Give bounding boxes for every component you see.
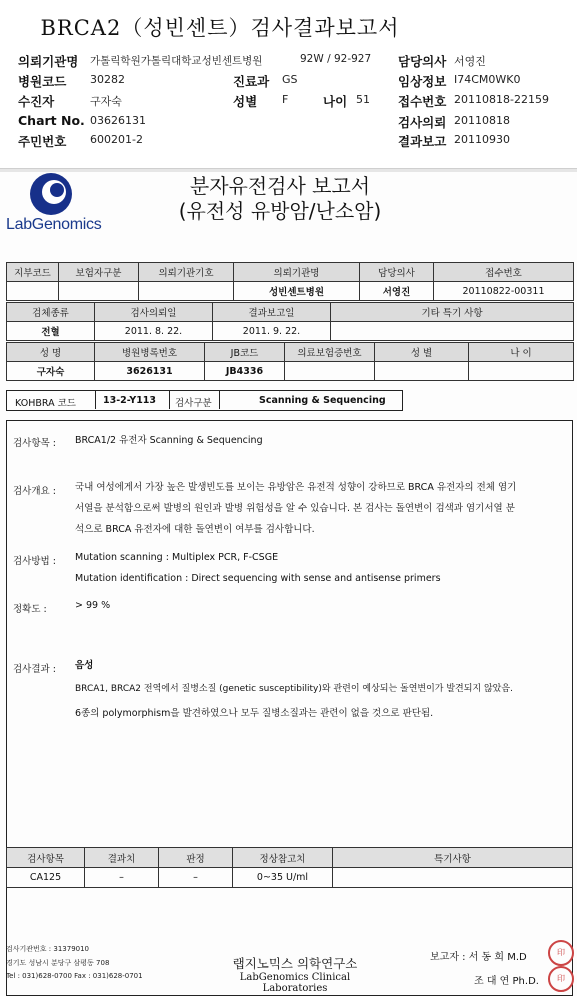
institution-label: 의뢰기관명 xyxy=(18,54,79,69)
grid-header: 의료보험증번호 xyxy=(285,343,375,362)
clinical-label: 임상정보 xyxy=(398,74,447,89)
age-label: 나이 xyxy=(323,94,348,109)
header-row-4 xyxy=(18,113,568,131)
results-header: 검사항목 xyxy=(7,848,85,868)
grid-cell: 서영진 xyxy=(360,282,434,301)
marker-results-table xyxy=(6,847,573,888)
kohbra-code: 13-2-Y113 xyxy=(103,395,157,406)
specimen-table xyxy=(6,302,574,341)
kohbra-category: Scanning & Sequencing xyxy=(259,395,386,406)
grid-header: 담당의사 xyxy=(360,263,434,282)
receipt-value: 20110818-22159 xyxy=(454,93,549,106)
grid-cell: 20110822-00311 xyxy=(434,282,574,301)
doctor-label: 담당의사 xyxy=(398,54,447,69)
header-row-3 xyxy=(18,92,568,110)
accuracy-label: 정확도 : xyxy=(13,604,47,615)
table-row xyxy=(7,868,573,888)
overview-line: 석으로 BRCA 유전자에 대한 돌연변이 여부를 검사합니다. xyxy=(75,524,315,535)
overview-line: 서열을 분석함으로써 발병의 원인과 발병 위험성을 알 수 있습니다. 본 검사는 돌연변이 검색과 염기서열 분 xyxy=(75,503,515,514)
sex-value: F xyxy=(282,93,289,106)
kohbra-divider xyxy=(219,391,220,409)
grid-cell xyxy=(469,362,574,381)
header-row-5 xyxy=(18,132,568,150)
hospital-code-value: 30282 xyxy=(90,73,125,86)
receipt-label: 접수번호 xyxy=(398,94,447,109)
result-line: 6종의 polymorphism을 발견하였으나 모두 질병소질과는 관련이 없을 것으로 판단됨. xyxy=(75,708,434,719)
id-label: 주민번호 xyxy=(18,134,67,149)
results-header: 정상참고치 xyxy=(233,848,333,868)
method-label: 검사방법 : xyxy=(13,556,56,567)
results-cell: – xyxy=(85,868,159,888)
result-text xyxy=(75,655,565,724)
grid-header: 결과보고일 xyxy=(213,303,331,322)
grid-header: 기타 특기 사항 xyxy=(331,303,574,322)
grid-cell: JB4336 xyxy=(205,362,285,381)
results-cell xyxy=(333,868,573,888)
logo-text: LabGenomics xyxy=(6,216,102,233)
results-header: 결과치 xyxy=(85,848,159,868)
dept-value: GS xyxy=(282,73,298,86)
page-title: BRCA2（성빈센트）검사결과보고서 xyxy=(40,16,400,40)
grid-header: 성 명 xyxy=(7,343,95,362)
grid-header: 접수번호 xyxy=(434,263,574,282)
report-label: 결과보고 xyxy=(398,134,447,149)
overview-line: 국내 여성에게서 가장 높은 발생빈도를 보이는 유방암은 유전적 성향이 강하므로 BRCA 유전자의 전체 염기 xyxy=(75,482,517,493)
approver-signature: 조 대 연 Ph.D. xyxy=(474,976,539,987)
grid-cell xyxy=(139,282,234,301)
accuracy-value: > 99 % xyxy=(75,600,111,611)
clinical-value: I74CM0WK0 xyxy=(454,73,521,86)
age-value: 51 xyxy=(356,93,370,106)
grid-header: 병원병록번호 xyxy=(95,343,205,362)
grid-header: 나 이 xyxy=(469,343,574,362)
results-header: 판정 xyxy=(159,848,233,868)
method-line: Mutation identification : Direct sequencing with sense and antisense primers xyxy=(75,573,441,584)
report-title xyxy=(130,174,430,224)
overview-text xyxy=(75,477,565,540)
lab-name-english: LabGenomics Clinical Laboratories xyxy=(239,972,351,994)
sex-label: 성별 xyxy=(233,94,258,109)
kohbra-label: KOHBRA 코드 xyxy=(15,398,76,409)
grid-cell: 2011. 9. 22. xyxy=(213,322,331,341)
report-title-line-1: 분자유전검사 보고서 xyxy=(189,174,371,198)
results-cell: CA125 xyxy=(7,868,85,888)
kohbra-box xyxy=(6,390,403,411)
report-value: 20110930 xyxy=(454,133,510,146)
grid-header: JB코드 xyxy=(205,343,285,362)
address: 경기도 성남시 분당구 삼평동 708 xyxy=(6,959,110,967)
chart-value: 03626131 xyxy=(90,114,146,127)
grid-header: 지부코드 xyxy=(7,263,59,282)
request-value: 20110818 xyxy=(454,114,510,127)
grid-cell: 성빈센트병원 xyxy=(234,282,360,301)
grid-cell xyxy=(7,282,59,301)
method-line: Mutation scanning : Multiplex PCR, F-CSGE xyxy=(75,552,279,563)
grid-header: 의뢰기관명 xyxy=(234,263,360,282)
license-number: 검사기관번호 : 31379010 xyxy=(6,945,90,953)
grid-cell xyxy=(375,362,469,381)
grid-cell xyxy=(285,362,375,381)
phone-fax: Tel : 031)628-0700 Fax : 031)628-0701 xyxy=(6,972,143,980)
patient-label: 수진자 xyxy=(18,94,55,109)
kohbra-divider xyxy=(169,391,170,409)
grid-cell xyxy=(331,322,574,341)
grid-header: 보험자구분 xyxy=(59,263,139,282)
results-header: 특기사항 xyxy=(333,848,573,868)
header-row-2 xyxy=(18,72,568,90)
grid-cell: 2011. 8. 22. xyxy=(95,322,213,341)
kohbra-divider xyxy=(95,391,96,409)
lab-name-korean: 랩지노믹스 의학연구소 xyxy=(232,956,358,971)
header-row-1 xyxy=(18,52,568,70)
grid-cell: 3626131 xyxy=(95,362,205,381)
report-page xyxy=(0,172,577,996)
doctor-value: 서영진 xyxy=(454,55,486,68)
grid-cell: 구자숙 xyxy=(7,362,95,381)
seal-stamp-icon: 印 xyxy=(548,940,574,966)
grid-header: 검사의뢰일 xyxy=(95,303,213,322)
grid-cell xyxy=(59,282,139,301)
reporter-signature: 보고자 : 서 동 희 M.D xyxy=(430,952,527,963)
hospital-code-label: 병원코드 xyxy=(18,74,67,89)
seal-stamp-icon: 印 xyxy=(548,966,574,992)
findings-box xyxy=(6,420,573,996)
request-label: 검사의뢰 xyxy=(398,115,447,130)
grid-header: 성 별 xyxy=(375,343,469,362)
grid-header: 의뢰기관기호 xyxy=(139,263,234,282)
grid-cell: 전혈 xyxy=(7,322,95,341)
patient-table xyxy=(6,342,574,381)
ward-value: 92W / 92-927 xyxy=(300,53,372,65)
item-value: BRCA1/2 유전자 Scanning & Sequencing xyxy=(75,435,263,446)
id-value: 600201-2 xyxy=(90,133,143,146)
request-info-table xyxy=(6,262,574,301)
patient-value: 구자숙 xyxy=(90,95,122,108)
results-cell: 0~35 U/ml xyxy=(233,868,333,888)
chart-label: Chart No. xyxy=(18,113,85,128)
results-cell: – xyxy=(159,868,233,888)
item-label: 검사항목 : xyxy=(13,438,56,449)
result-line: BRCA1, BRCA2 전역에서 질병소질 (genetic susceptibility)와 관련이 예상되는 돌연변이가 발견되지 않았음. xyxy=(75,684,513,694)
overview-label: 검사개요 : xyxy=(13,486,56,497)
institution-value: 가톨릭학원가톨릭대학교성빈센트병원 xyxy=(90,55,263,67)
report-title-line-2: (유전성 유방암/난소암) xyxy=(178,199,382,223)
result-label: 검사결과 : xyxy=(13,664,56,675)
result-head: 음성 xyxy=(75,660,94,671)
method-text xyxy=(75,547,565,589)
kohbra-category-label: 검사구분 xyxy=(175,398,212,409)
dept-label: 진료과 xyxy=(233,74,270,89)
grid-header: 검체종류 xyxy=(7,303,95,322)
